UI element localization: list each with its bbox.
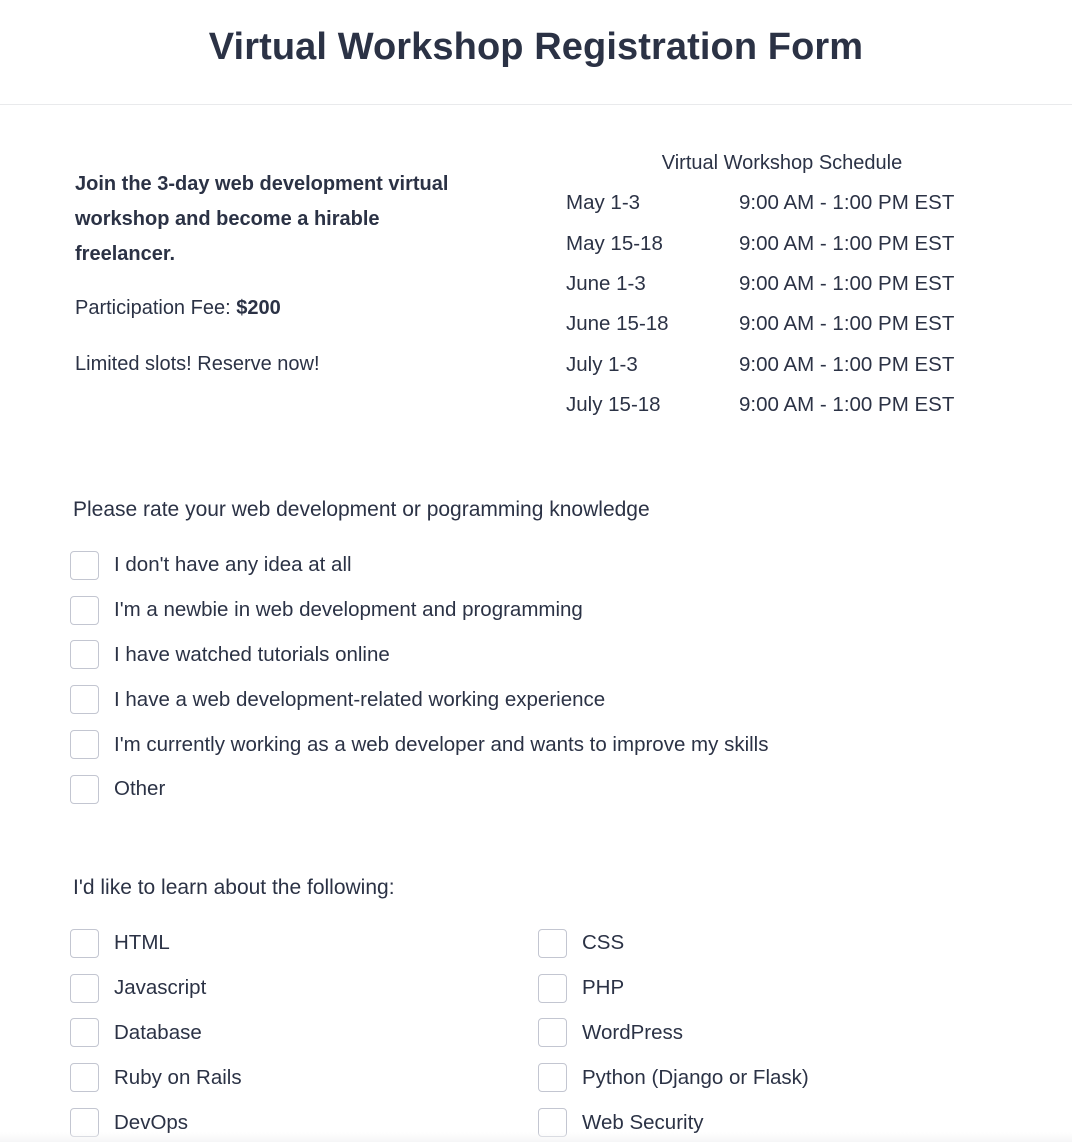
schedule-row: [566, 223, 1000, 263]
checkbox[interactable]: [70, 1063, 99, 1092]
checkbox[interactable]: [70, 1018, 99, 1047]
intro-headline: Join the 3-day web development virtual workshop and become a hirable freelancer.: [75, 167, 475, 272]
checkbox[interactable]: [70, 730, 99, 759]
schedule-date: May 1-3: [566, 191, 739, 215]
schedule-date: June 15-18: [566, 312, 739, 336]
checkbox[interactable]: [70, 551, 99, 580]
option-label: Javascript: [114, 976, 206, 1000]
option-label: I have watched tutorials online: [114, 643, 390, 667]
checkbox[interactable]: [70, 685, 99, 714]
fee-value: $200: [236, 297, 281, 319]
option-label: I have a web development-related working experience: [114, 688, 605, 712]
schedule-time: 9:00 AM - 1:00 PM EST: [739, 272, 1000, 296]
schedule-row: [566, 345, 1000, 385]
option-label: DevOps: [114, 1111, 188, 1135]
topic-option-wordpress[interactable]: [538, 1011, 968, 1056]
option-label: WordPress: [582, 1021, 683, 1045]
checkbox[interactable]: [538, 974, 567, 1003]
question-label: I'd like to learn about the following:: [73, 874, 970, 902]
schedule-date: July 15-18: [566, 393, 739, 417]
schedule-time: 9:00 AM - 1:00 PM EST: [739, 312, 1000, 336]
topic-option-css[interactable]: [538, 921, 968, 966]
schedule-time: 9:00 AM - 1:00 PM EST: [739, 393, 1000, 417]
schedule-date: July 1-3: [566, 353, 739, 377]
checkbox[interactable]: [70, 775, 99, 804]
option-label: HTML: [114, 931, 170, 955]
option-label: Web Security: [582, 1111, 704, 1135]
checkbox[interactable]: [70, 596, 99, 625]
fee-label: Participation Fee:: [75, 297, 236, 319]
option-label: Database: [114, 1021, 202, 1045]
knowledge-option-work-experience[interactable]: [70, 677, 768, 722]
knowledge-options: [70, 543, 768, 812]
schedule-row: [566, 183, 1000, 223]
knowledge-option-no-idea[interactable]: [70, 543, 768, 588]
topics-options: [70, 921, 970, 1145]
option-label: CSS: [582, 931, 624, 955]
intro-section: [0, 105, 1072, 445]
schedule-row: [566, 304, 1000, 344]
option-label: I'm a newbie in web development and programming: [114, 598, 583, 622]
schedule-time: 9:00 AM - 1:00 PM EST: [739, 353, 1000, 377]
option-label: Other: [114, 777, 165, 801]
topic-option-database[interactable]: [70, 1011, 538, 1056]
intro-text: [75, 167, 475, 378]
checkbox[interactable]: [538, 1063, 567, 1092]
schedule-row: [566, 385, 1000, 425]
schedule-date: May 15-18: [566, 232, 739, 256]
schedule-title: Virtual Workshop Schedule: [565, 149, 999, 177]
schedule-table: [566, 149, 1000, 425]
option-label: Python (Django or Flask): [582, 1066, 809, 1090]
topic-option-javascript[interactable]: [70, 966, 538, 1011]
checkbox[interactable]: [538, 1018, 567, 1047]
topic-option-python[interactable]: [538, 1055, 968, 1100]
topic-option-php[interactable]: [538, 966, 968, 1011]
knowledge-option-current-developer[interactable]: [70, 722, 768, 767]
knowledge-option-other[interactable]: [70, 767, 768, 812]
checkbox[interactable]: [538, 929, 567, 958]
knowledge-option-tutorials[interactable]: [70, 633, 768, 678]
knowledge-option-newbie[interactable]: [70, 588, 768, 633]
topics-question: [70, 874, 970, 1145]
topic-option-html[interactable]: [70, 921, 538, 966]
question-label: Please rate your web development or pogramming knowledge: [73, 496, 768, 524]
participation-fee: [75, 294, 475, 322]
page-title: Virtual Workshop Registration Form: [209, 26, 863, 69]
schedule-row: [566, 264, 1000, 304]
option-label: I don't have any idea at all: [114, 553, 352, 577]
option-label: Ruby on Rails: [114, 1066, 242, 1090]
schedule-date: June 1-3: [566, 272, 739, 296]
option-label: PHP: [582, 976, 624, 1000]
form-header: [0, 0, 1072, 105]
checkbox[interactable]: [70, 929, 99, 958]
schedule-time: 9:00 AM - 1:00 PM EST: [739, 232, 1000, 256]
limited-slots-text: Limited slots! Reserve now!: [75, 350, 475, 378]
schedule-time: 9:00 AM - 1:00 PM EST: [739, 191, 1000, 215]
scroll-fade: [0, 1132, 1072, 1142]
topic-option-ruby-on-rails[interactable]: [70, 1055, 538, 1100]
checkbox[interactable]: [70, 974, 99, 1003]
knowledge-question: [70, 496, 768, 812]
checkbox[interactable]: [70, 640, 99, 669]
option-label: I'm currently working as a web developer and wants to improve my skills: [114, 733, 768, 757]
